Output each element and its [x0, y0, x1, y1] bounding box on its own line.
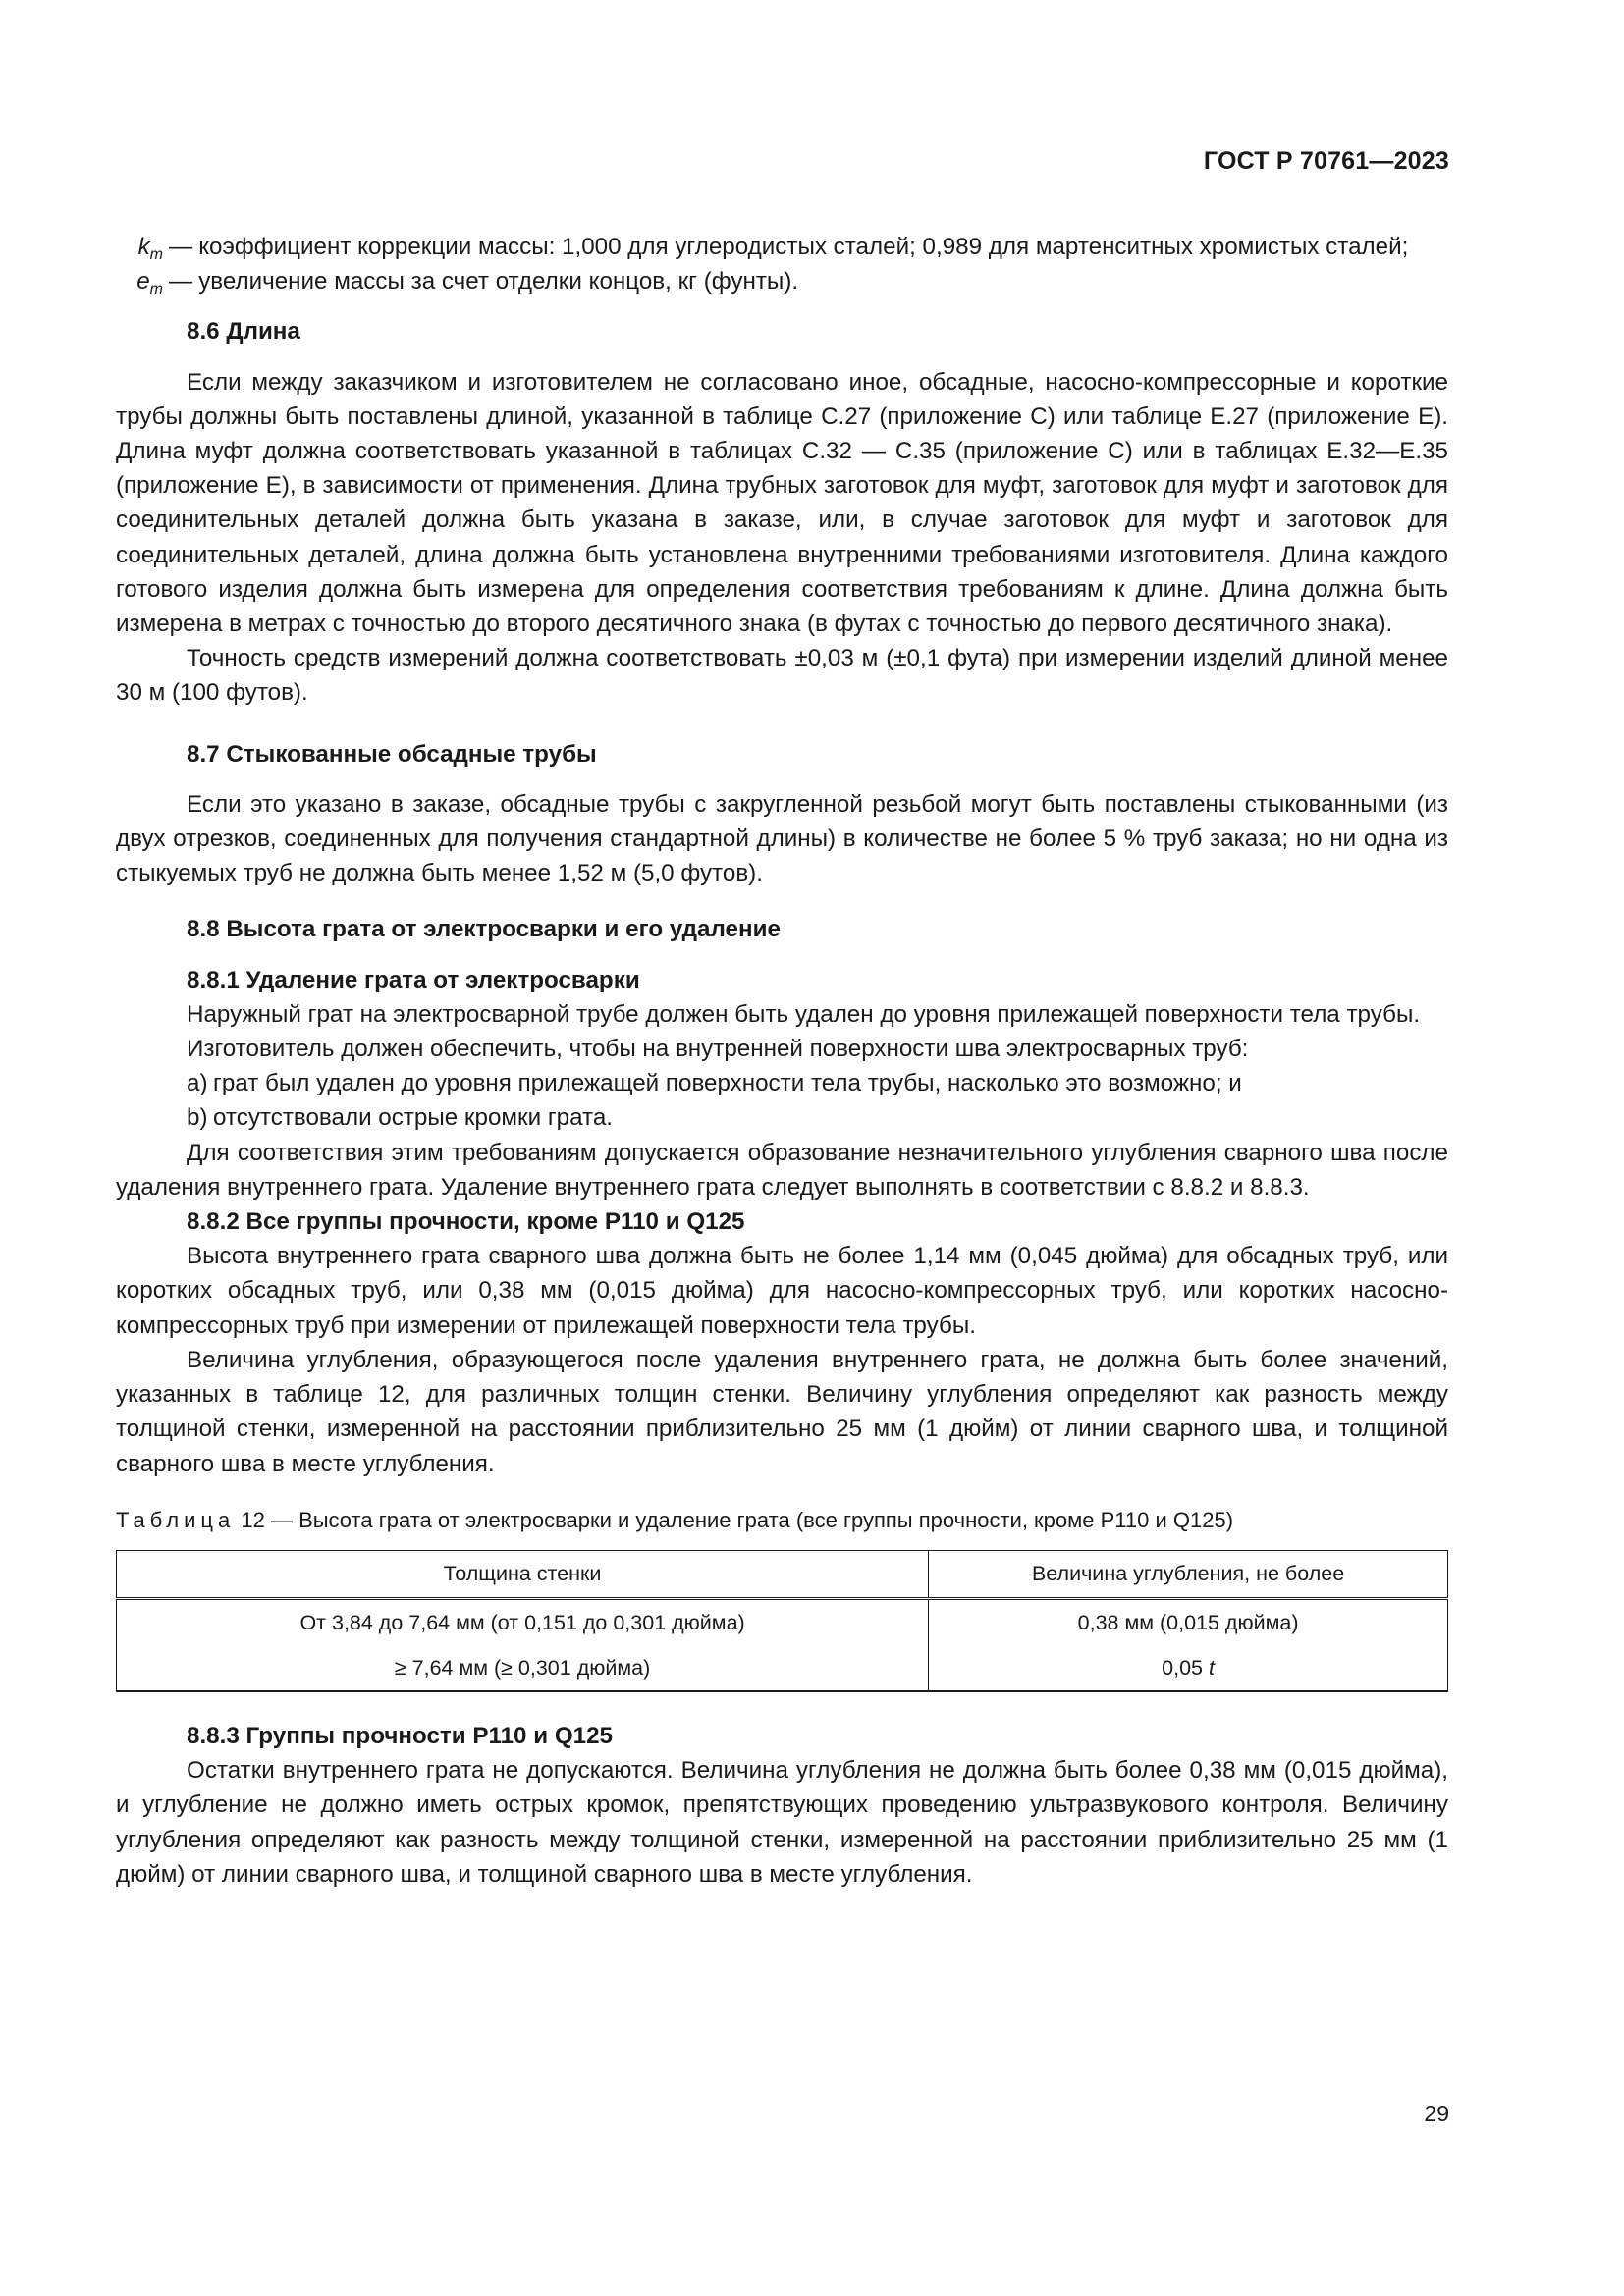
paragraph: Величина углубления, образующегося после удаления внутреннего грата, не должна быть более значений, указанных в таблице 12, для различных толщин стенки. Величину углубления определяют как разность между толщиной стенки, измеренной на расстоянии приблизительно 25 мм (1 дюйм) от линии сварного шва, и толщиной сварного шва в месте углубления.: [116, 1346, 1448, 1477]
section-heading-8-8: 8.8 Высота грата от электросварки и его удаление: [187, 916, 781, 943]
definition-em: [116, 264, 1448, 298]
paragraph: Если между заказчиком и изготовителем не согласовано иное, обсадные, насосно-компрессорные и короткие трубы должны быть поставлены длиной, указанной в таблице С.27 (приложение С) или таблице Е.27 (приложение Е). Длина муфт должна соответствовать указанной в таблицах С.32 — С.35 (приложение С) или в таблицах Е.32—Е.35 (приложение Е), в зависимости от применения. Длина трубных заготовок для муфт, заготовок для муфт и заготовок для соединительных деталей должна быть указана в заказе, или, в случае заготовок для муфт и заготовок для соединительных деталей, длина должна быть установлена внутренними требованиями изготовителя. Длина каждого готового изделия должна быть измерена для определения соответствия требованиям к длине. Длина должна быть измерена в метрах с точностью до второго десятичного знака (в футах с точностью до первого десятичного знака).: [116, 368, 1448, 638]
page-header-standard: ГОСТ Р 70761—2023: [1203, 147, 1449, 175]
list-item: a) грат был удален до уровня прилежащей поверхности тела трубы, насколько это возможно; и: [187, 1070, 1242, 1097]
definition-km: [116, 230, 1448, 264]
definition-term: $k_m$: [137, 234, 163, 263]
table-cell: 0,38 мм (0,015 дюйма): [929, 1598, 1448, 1645]
section-heading-8-7: 8.7 Стыкованные обсадные трубы: [187, 740, 597, 768]
paragraph: Остатки внутреннего грата не допускаются. Величина углубления не должна быть более 0,38 мм (0,015 дюйма), и углубление не должно иметь острых кромок, препятствующих проведению ультразвукового контроля. Величину углубления определяют как разность между толщиной стенки, измеренной на расстоянии приблизительно 25 мм (1 дюйм) от линии сварного шва, и толщиной сварного шва в месте углубления.: [116, 1757, 1448, 1888]
paragraph: Точность средств измерений должна соответствовать ±0,03 м (±0,1 фута) при измерении изделий длиной менее 30 м (100 футов).: [116, 645, 1448, 707]
table-header-row: [117, 1550, 1448, 1598]
table-cell: От 3,84 до 7,64 мм (от 0,151 до 0,301 дюйма): [117, 1598, 929, 1645]
paragraph: Наружный грат на электросварной трубе должен быть удален до уровня прилежащей поверхности тела трубы.: [187, 1000, 1421, 1028]
column-header: Величина углубления, не более: [929, 1550, 1448, 1598]
section-heading-8-6: 8.6 Длина: [187, 318, 300, 346]
table-row: [117, 1598, 1448, 1645]
definition-text: — коэффициент коррекции массы: 1,000 для углеродистых сталей; 0,989 для мартенситных хромистых сталей;: [169, 234, 1409, 260]
table-cell: ≥ 7,64 мм (≥ 0,301 дюйма): [117, 1645, 929, 1691]
depth-table: [116, 1550, 1448, 1692]
column-header: Толщина стенки: [117, 1550, 929, 1598]
table-caption: Таблица 12 — Высота грата от электросварки и удаление грата (все группы прочности, кроме Р110 и Q125): [116, 1507, 1234, 1532]
table-cell: 0,05 t: [929, 1645, 1448, 1691]
definition-text: — увеличение массы за счет отделки концов, кг (фунты).: [169, 268, 799, 295]
section-heading-8-8-1: 8.8.1 Удаление грата от электросварки: [187, 966, 640, 993]
definition-term: $e_m$: [136, 268, 163, 298]
page-number: 29: [1424, 2101, 1449, 2126]
section-heading-8-8-2: 8.8.2 Все группы прочности, кроме Р110 и Q125: [187, 1208, 745, 1236]
section-heading-8-8-3: 8.8.3 Группы прочности Р110 и Q125: [187, 1722, 613, 1749]
page-content: [116, 230, 1448, 1892]
paragraph: Высота внутреннего грата сварного шва должна быть не более 1,14 мм (0,045 дюйма) для обсадных труб, или коротких обсадных труб, или 0,38 мм (0,015 дюйма) для насосно-компрессорных труб, или коротких насосно-компрессорных труб при измерении от прилежащей поверхности тела трубы.: [116, 1243, 1448, 1339]
paragraph: Изготовитель должен обеспечить, чтобы на внутренней поверхности шва электросварных труб:: [187, 1036, 1249, 1063]
list-item: b) отсутствовали острые кромки грата.: [187, 1104, 614, 1132]
table-row: [117, 1645, 1448, 1691]
paragraph: Если это указано в заказе, обсадные трубы с закругленной резьбой могут быть поставлены стыкованными (из двух отрезков, соединенных для получения стандартной длины) в количестве не более 5 % труб заказа; но ни одна из стыкуемых труб не должна быть менее 1,52 м (5,0 футов).: [116, 790, 1448, 887]
paragraph: Для соответствия этим требованиям допускается образование незначительного углубления сварного шва после удаления внутреннего грата. Удаление внутреннего грата следует выполнять в соответствии с 8.8.2 и 8.8.3.: [116, 1139, 1448, 1201]
